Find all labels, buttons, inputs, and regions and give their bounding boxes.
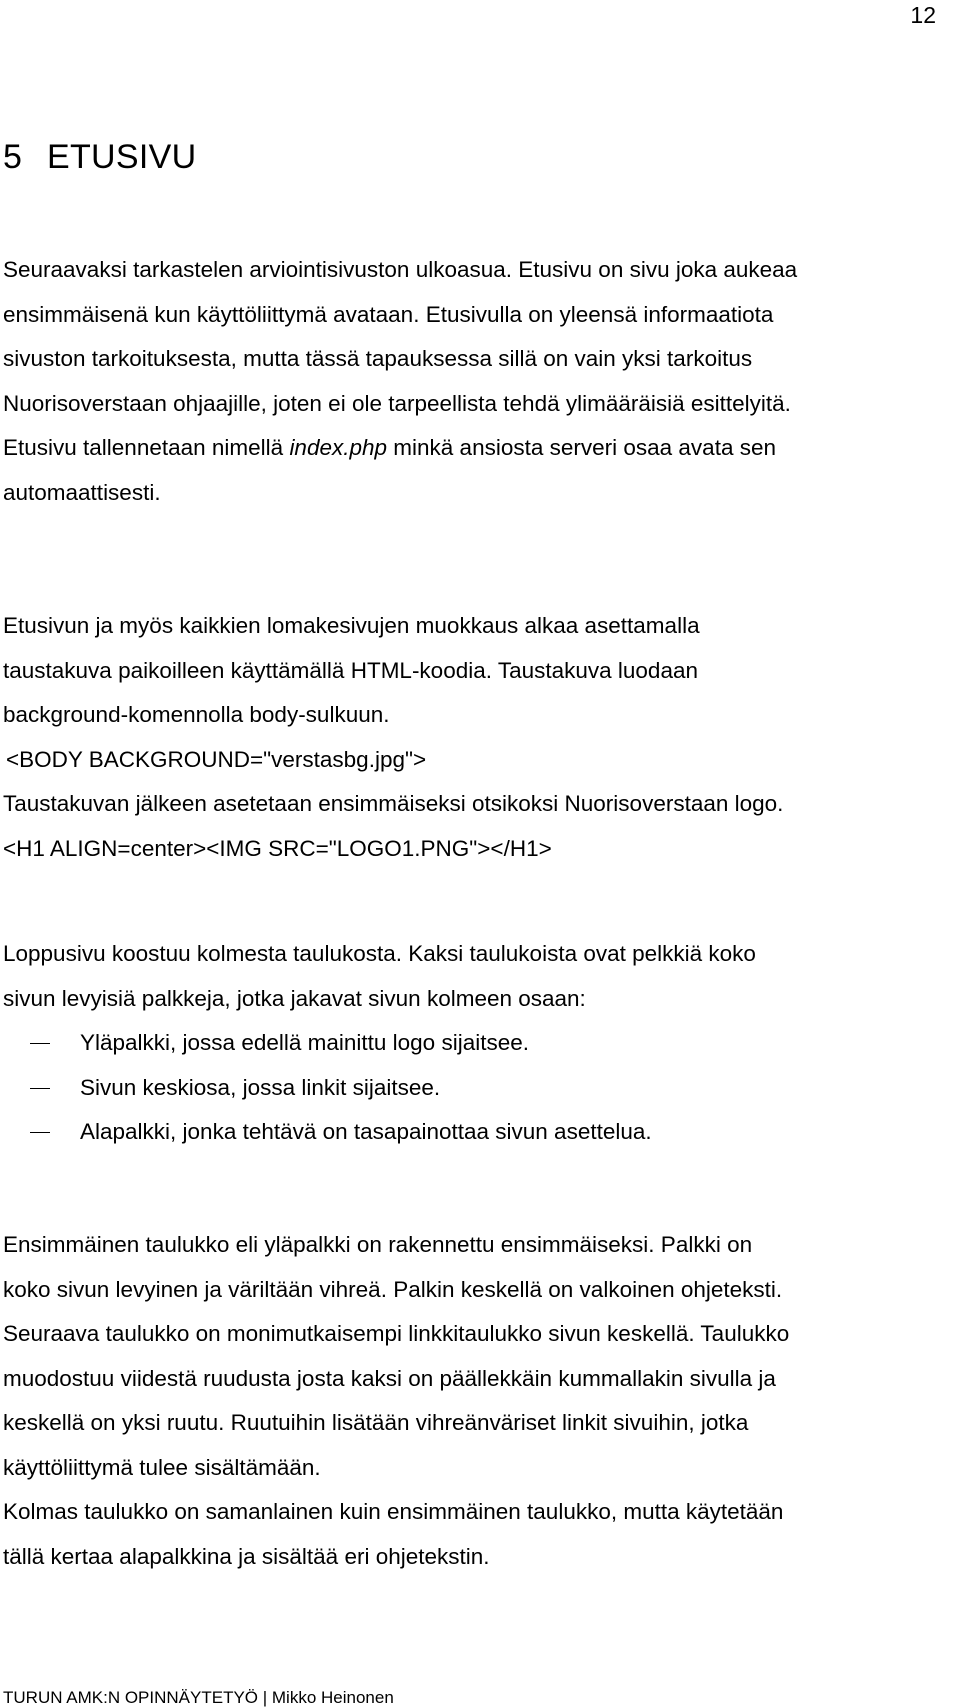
code-line: <H1 ALIGN=center><IMG SRC="LOGO1.PNG"></H1> bbox=[3, 835, 552, 861]
text-line: background-komennolla body-sulkuun. bbox=[3, 702, 390, 727]
text-line: tällä kertaa alapalkkina ja sisältää eri ohjetekstin. bbox=[3, 1543, 490, 1569]
text-line: Ensimmäinen taulukko eli yläpalkki on rakennettu ensimmäiseksi. Palkki on bbox=[3, 1232, 753, 1257]
list-item-text: Sivun keskiosa, jossa linkit sijaitsee. bbox=[80, 1074, 441, 1100]
dash-bullet-icon bbox=[30, 1088, 50, 1089]
text-line: Etusivun ja myös kaikkien lomakesivujen muokkaus alkaa asettamalla bbox=[3, 613, 700, 638]
text-line: Loppusivu koostuu kolmesta taulukosta. Kaksi taulukoista ovat pelkkiä koko bbox=[3, 941, 756, 966]
filename-italic: index.php bbox=[289, 435, 388, 460]
section-number: 5 bbox=[3, 138, 23, 176]
text-line: taustakuva paikoilleen käyttämällä HTML-koodia. Taustakuva luodaan bbox=[3, 657, 698, 683]
text-span: minkä ansiosta serveri osaa avata sen bbox=[387, 435, 776, 460]
page-number: 12 bbox=[910, 2, 936, 28]
text-line: koko sivun levyinen ja väriltään vihreä. Palkin keskellä on valkoinen ohjeteksti. bbox=[3, 1276, 783, 1302]
page-footer: TURUN AMK:N OPINNÄYTETYÖ | Mikko Heinonen bbox=[3, 1688, 394, 1707]
bullet-list bbox=[3, 1021, 948, 1155]
text-line: ensimmäisenä kun käyttöliittymä avataan. Etusivulla on yleensä informaatiota bbox=[3, 301, 774, 327]
text-line: keskellä on yksi ruutu. Ruutuihin lisätään vihreänväriset linkit sivuihin, jotka bbox=[3, 1410, 749, 1435]
list-item-text: Yläpalkki, jossa edellä mainittu logo sijaitsee. bbox=[80, 1030, 529, 1055]
text-line: Seuraava taulukko on monimutkaisempi linkkitaulukko sivun keskellä. Taulukko bbox=[3, 1321, 790, 1346]
text-line: muodostuu viidestä ruudusta josta kaksi on päällekkäin kummallakin sivulla ja bbox=[3, 1365, 776, 1391]
text-line: sivun levyisiä palkkeja, jotka jakavat sivun kolmeen osaan: bbox=[3, 985, 586, 1011]
text-line: sivuston tarkoituksesta, mutta tässä tapauksessa sillä on vain yksi tarkoitus bbox=[3, 346, 753, 371]
text-line: käyttöliittymä tulee sisältämään. bbox=[3, 1454, 321, 1480]
dash-bullet-icon bbox=[30, 1132, 50, 1133]
paragraph-intro bbox=[3, 248, 948, 515]
list-item-text: Alapalkki, jonka tehtävä on tasapainottaa sivun asettelua. bbox=[80, 1119, 652, 1144]
dash-bullet-icon bbox=[30, 1043, 50, 1044]
list-item bbox=[3, 1066, 948, 1111]
code-line: <BODY BACKGROUND="verstasbg.jpg"> bbox=[6, 746, 427, 772]
list-item bbox=[3, 1110, 948, 1155]
text-line: Taustakuvan jälkeen asetetaan ensimmäiseksi otsikoksi Nuorisoverstaan logo. bbox=[3, 791, 784, 816]
text-line bbox=[3, 426, 948, 471]
text-span: Etusivu tallennetaan nimellä bbox=[3, 435, 290, 460]
paragraph-layout bbox=[3, 1223, 948, 1579]
paragraph-tables bbox=[3, 932, 948, 1155]
text-line: Nuorisoverstaan ohjaajille, joten ei ole tarpeellista tehdä ylimääräisiä esittelyitä. bbox=[3, 390, 791, 416]
list-item bbox=[3, 1021, 948, 1066]
text-line: Seuraavaksi tarkastelen arviointisivuston ulkoasua. Etusivu on sivu joka aukeaa bbox=[3, 257, 798, 282]
section-title: ETUSIVU bbox=[47, 138, 197, 176]
section-heading bbox=[3, 138, 196, 177]
text-line: Kolmas taulukko on samanlainen kuin ensimmäinen taulukko, mutta käytetään bbox=[3, 1499, 784, 1524]
text-line: automaattisesti. bbox=[3, 479, 161, 505]
paragraph-background bbox=[3, 604, 948, 871]
